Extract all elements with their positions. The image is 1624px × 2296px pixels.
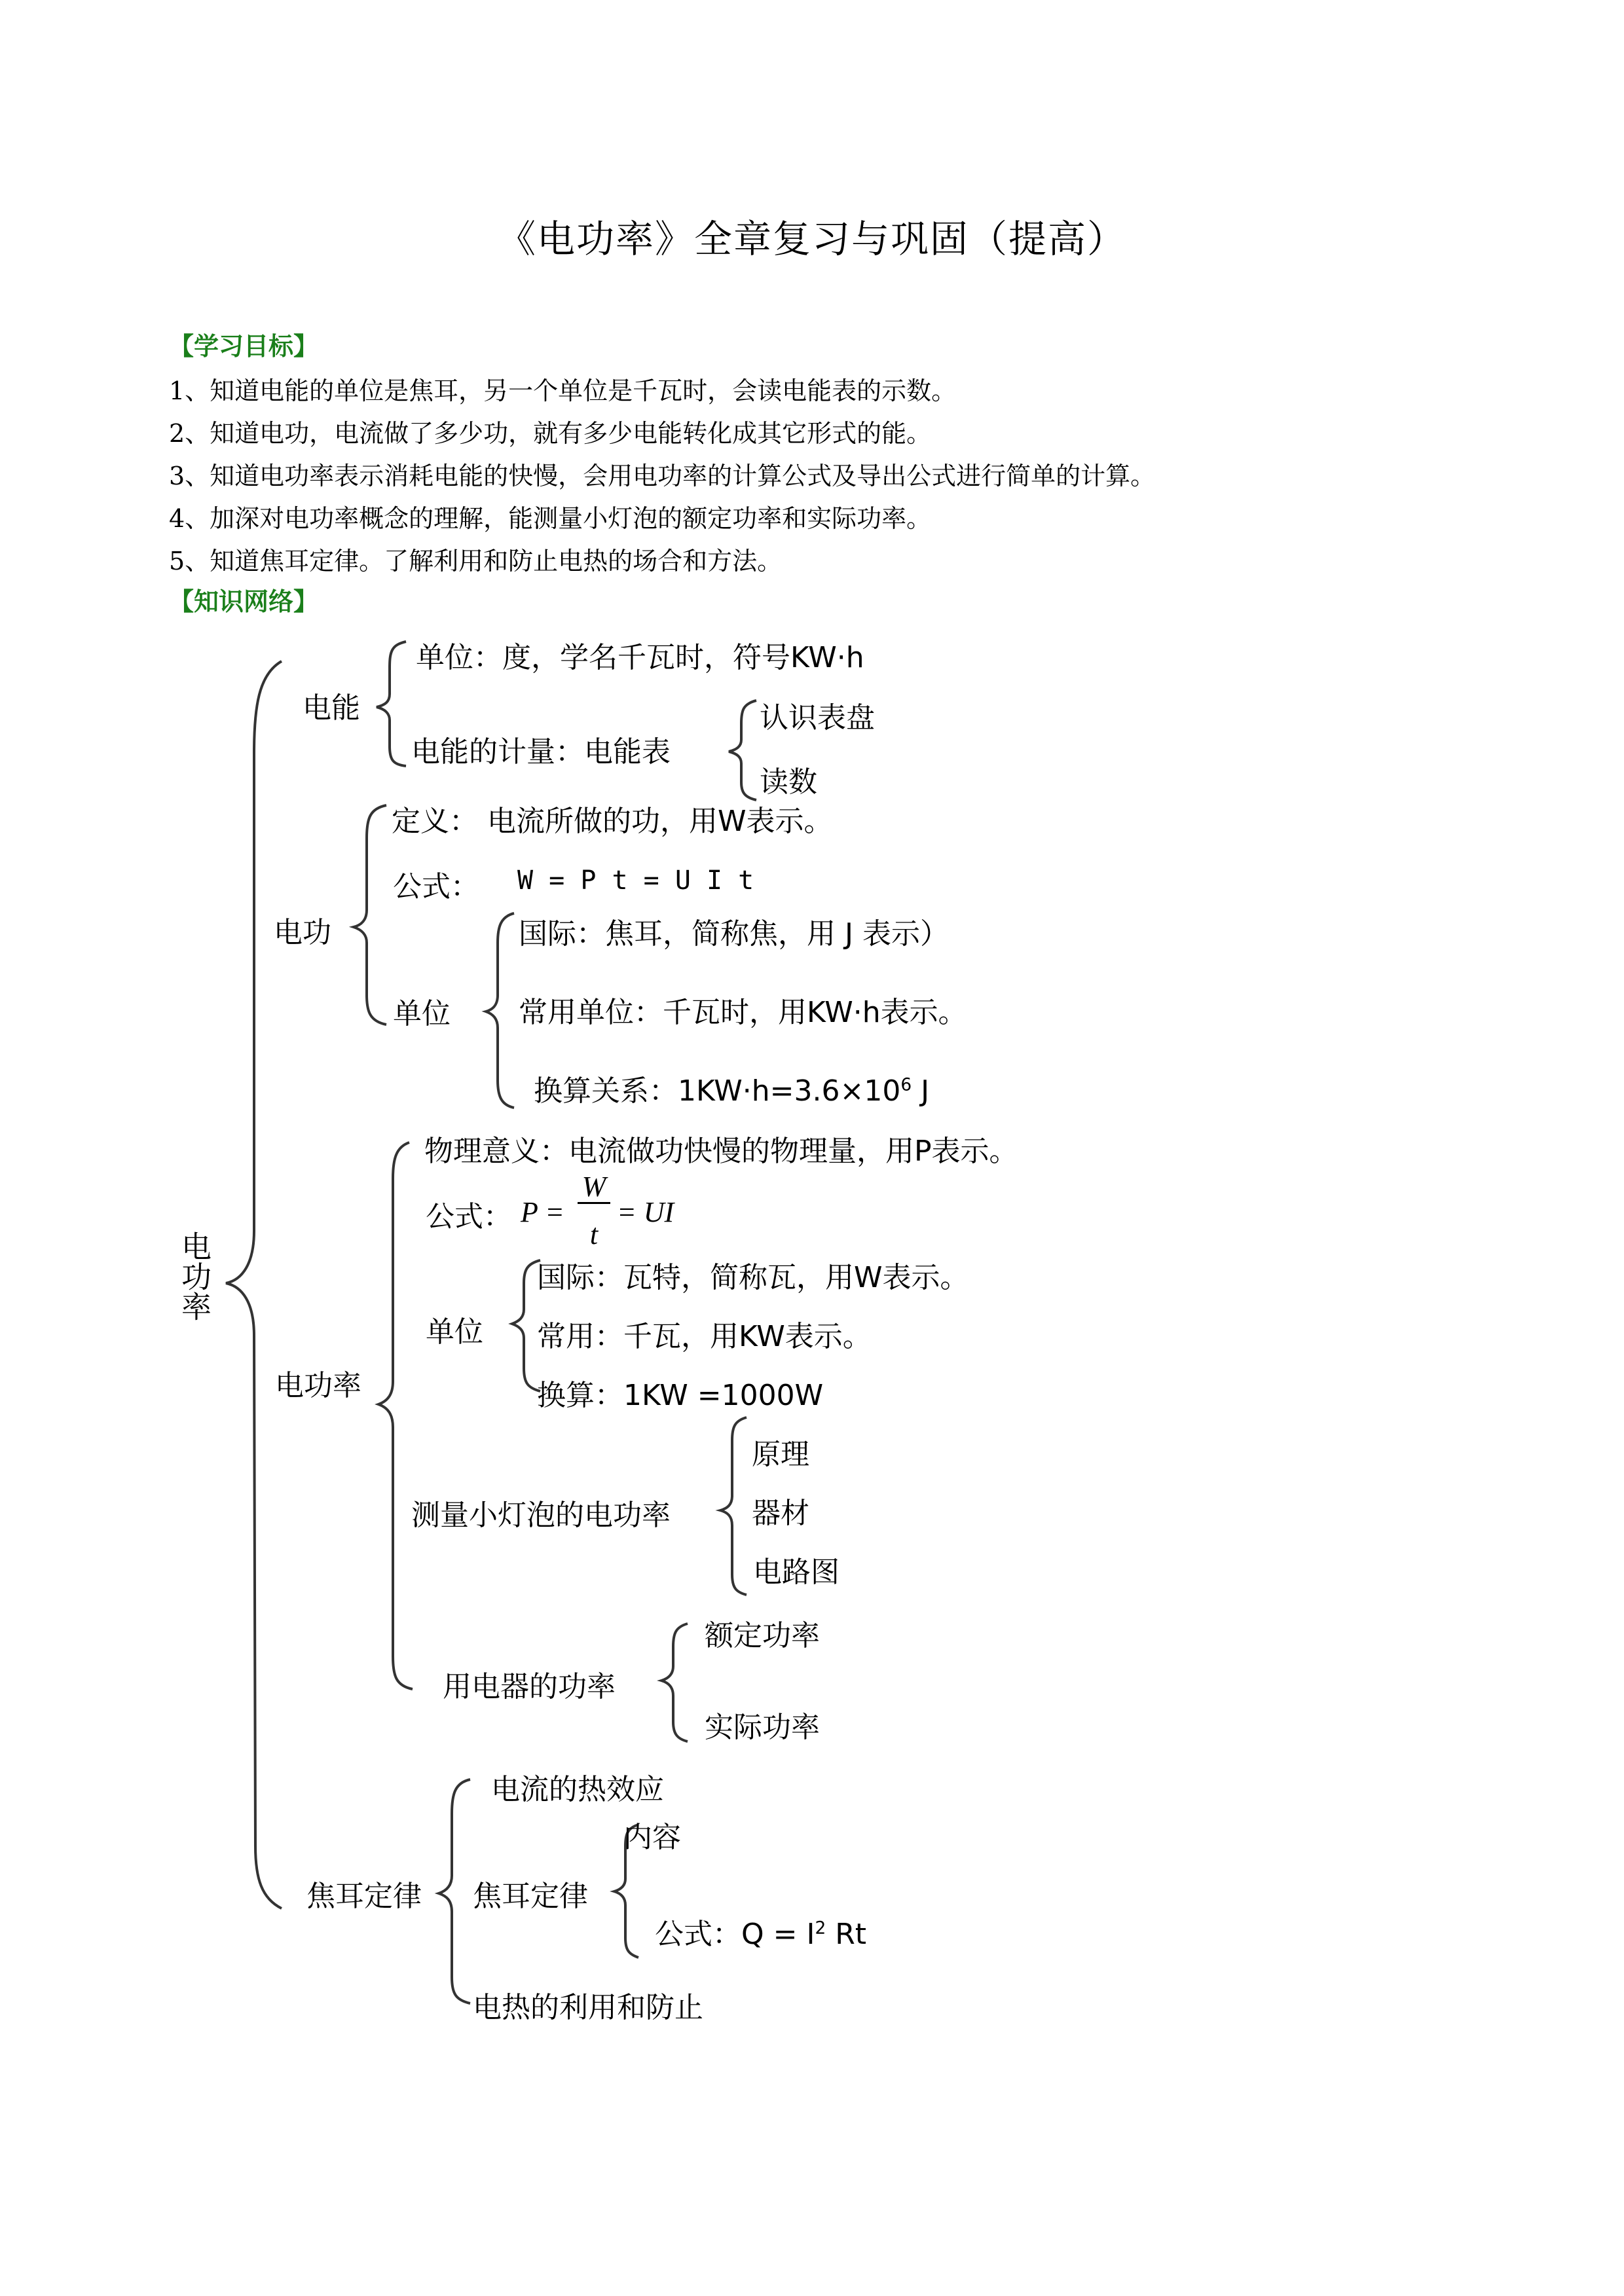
node-electric-work: 电功 (274, 916, 331, 949)
node-work-unit-common: 常用单位：千瓦时，用KW·h表示。 (519, 996, 967, 1029)
goal-item-2: 2、知道电功，电流做了多少功，就有多少电能转化成其它形式的能。 (169, 419, 932, 448)
node-bulb-principle: 原理 (752, 1438, 809, 1471)
node-measure-bulb: 测量小灯泡的电功率 (411, 1499, 671, 1532)
node-energy-measure: 电能的计量：电能表 (411, 735, 671, 769)
node-joule-law-inner: 焦耳定律 (473, 1880, 588, 1913)
learning-goals-heading: 【学习目标】 (169, 332, 319, 361)
power-bracket (378, 1142, 413, 1689)
root-bracket (226, 661, 282, 1908)
energy-bracket (377, 642, 406, 766)
node-meter-dial: 认识表盘 (760, 701, 875, 735)
node-power-formula-rhs: = UI (617, 1196, 674, 1228)
goal-item-1: 1、知道电能的单位是焦耳，另一个单位是千瓦时，会读电能表的示数。 (169, 376, 957, 405)
node-power-formula-lhs: P = (521, 1196, 564, 1228)
node-rated-power: 额定功率 (705, 1619, 820, 1652)
mindmap-root: 电功率 (177, 1231, 212, 1321)
node-work-unit-si: 国际：焦耳，简称焦，用 J 表示） (519, 917, 949, 951)
appliance-bracket (661, 1624, 688, 1741)
meter-bracket (729, 701, 756, 800)
node-power-unit-si: 国际：瓦特，简称瓦，用W表示。 (537, 1261, 969, 1294)
knowledge-network-heading: 【知识网络】 (169, 587, 319, 616)
node-power-formula-numerator: W (578, 1172, 610, 1204)
node-power-unit-conversion: 换算：1KW =1000W (537, 1379, 824, 1412)
work-unit-bracket (486, 913, 514, 1108)
node-power-unit: 单位 (426, 1315, 483, 1349)
bulb-bracket (720, 1417, 747, 1595)
node-work-definition: 定义： 电流所做的功，用W表示。 (392, 805, 833, 838)
node-work-unit: 单位 (393, 997, 451, 1030)
page-title: 《电功率》全章复习与巩固（提高） (497, 217, 1126, 261)
node-actual-power: 实际功率 (705, 1711, 820, 1744)
node-bulb-circuit: 电路图 (753, 1556, 840, 1589)
node-heat-effect: 电流的热效应 (491, 1773, 664, 1806)
node-electric-energy: 电能 (303, 691, 360, 725)
goal-item-3: 3、知道电功率表示消耗电能的快慢，会用电功率的计算公式及导出公式进行简单的计算。 (169, 462, 1156, 490)
node-joule-law-content: 内容 (623, 1821, 681, 1854)
goal-item-5: 5、知道焦耳定律。了解利用和防止电热的场合和方法。 (169, 547, 783, 575)
joule-bracket (439, 1779, 470, 2003)
goal-item-4: 4、加深对电功率概念的理解，能测量小灯泡的额定功率和实际功率。 (169, 504, 932, 533)
node-work-unit-conversion: 换算关系：$1KW\cdot h=3.6\times 10^6$ J (534, 1074, 930, 1108)
node-meter-reading: 读数 (760, 765, 817, 799)
node-bulb-equipment: 器材 (752, 1497, 809, 1530)
work-bracket (354, 805, 386, 1025)
power-unit-bracket (512, 1260, 540, 1391)
node-power-formula-denominator: t (589, 1218, 599, 1250)
node-power-meaning: 物理意义：电流做功快慢的物理量，用P表示。 (424, 1135, 1018, 1168)
node-joule-law: 焦耳定律 (306, 1880, 422, 1913)
node-joule-law-formula: 公式：$Q = I^2$ Rt (655, 1918, 867, 1951)
node-work-formula: W = P t = U I t (517, 866, 754, 896)
node-electric-power: 电功率 (275, 1369, 361, 1402)
node-energy-unit: 单位：度，学名千瓦时，符号KW·h (416, 641, 864, 674)
node-power-formula-label: 公式： (426, 1200, 512, 1233)
node-appliance-power: 用电器的功率 (443, 1670, 616, 1704)
node-power-unit-common: 常用：千瓦，用KW表示。 (537, 1320, 872, 1353)
node-work-formula-label: 公式： (393, 870, 479, 903)
node-heat-usage: 电热的利用和防止 (473, 1991, 703, 2024)
